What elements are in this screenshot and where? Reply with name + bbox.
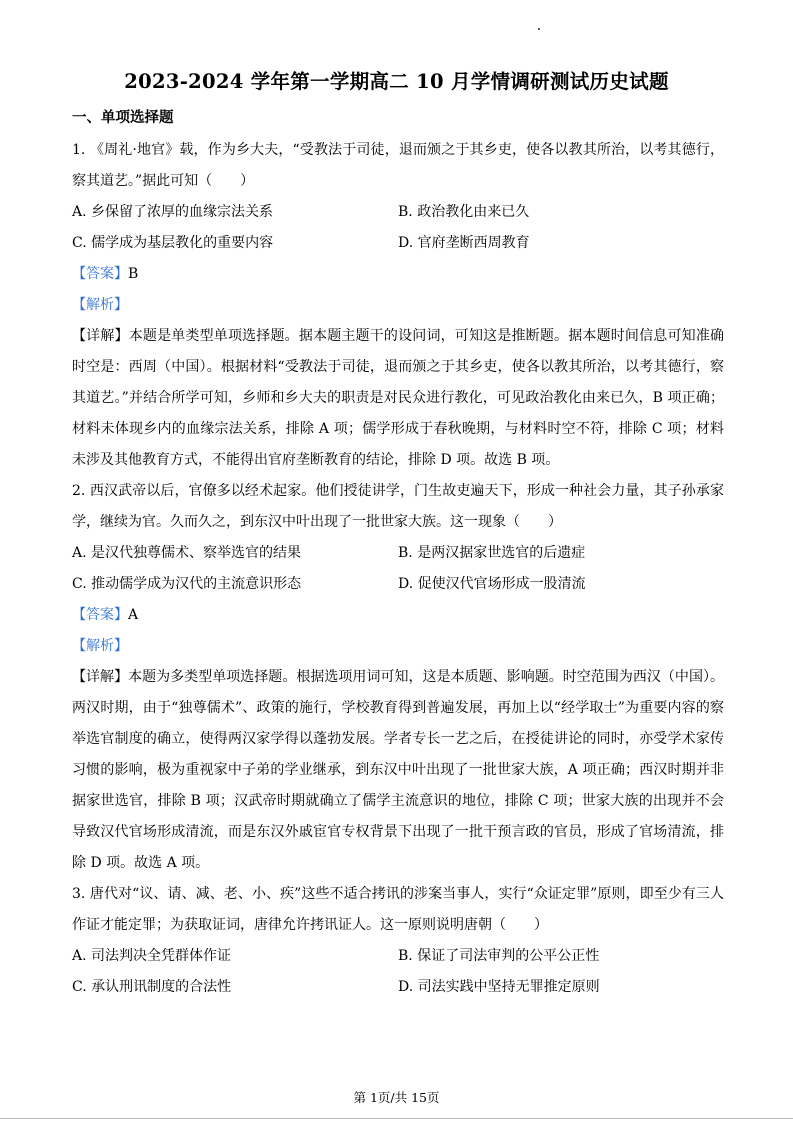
- question-1-answer: [72, 259, 724, 290]
- footer-divider: [0, 1118, 793, 1119]
- option-b: B. 是两汉据家世选官的后遗症: [398, 545, 586, 561]
- scan-speck: [538, 28, 540, 30]
- answer-value: A: [128, 607, 139, 623]
- question-2-detail: 【详解】本题为多类型单项选择题。根据选项用词可知，这是本质题、影响题。时空范围为西汉（中国）。两汉时期，由于“独尊儒术”、政策的施行，学校教育得到普遍发展，再加上以“经学取士”为重要内容的察举选官制度的确立，使得两汉家学得以蓬勃发展。学者专长一艺之后，在授徒讲论的同时，亦受学术家传习惯的影响，极为重视家中子弟的学业继承，到东汉中叶出现了一批世家大族，A 项正确；西汉时期并非据家世选官，排除 B 项；汉武帝时期就确立了儒学主流意识的地位，排除 C 项；世家大族的出现并不会导致汉代官场形成清流，而是东汉外戚宦官专权背景下出现了一批干预言政的官员，形成了官场清流，排除 D 项。故选 A 项。: [72, 669, 724, 871]
- question-2-stem: 2. 西汉武帝以后，官僚多以经术起家。他们授徒讲学，门生故吏遍天下，形成一种社会力量，其子孙承家学，继续为官。久而久之，到东汉中叶出现了一批世家大族。这一现象（ ）: [72, 483, 724, 530]
- answer-label: 【答案】: [72, 266, 128, 282]
- question-2-answer: [72, 600, 724, 631]
- option-d: D. 官府垄断西周教育: [398, 235, 530, 251]
- question-3-stem: 3. 唐代对“议、请、减、老、小、疾”这些不适合拷讯的涉案当事人，实行“众证定罪”原则，即至少有三人作证才能定罪；为获取证词，唐律允许拷讯证人。这一原则说明唐朝（ ）: [72, 886, 724, 933]
- option-c: C. 承认刑讯制度的合法性: [72, 979, 232, 995]
- question-2-options: [72, 538, 724, 600]
- page-title: 2023-2024 学年第一学期高二 10 月学情调研测试历史试题: [124, 70, 669, 93]
- option-a: A. 司法判决全凭群体作证: [72, 948, 232, 964]
- option-d: D. 司法实践中坚持无罪推定原则: [398, 979, 600, 995]
- option-b: B. 政治教化由来已久: [398, 204, 530, 220]
- answer-value: B: [128, 266, 139, 282]
- question-2-analysis-label: 【解析】: [72, 638, 128, 654]
- section-heading: 一、单项选择题: [72, 109, 174, 126]
- page-footer: 第 1页/共 15页: [353, 1090, 440, 1105]
- answer-label: 【答案】: [72, 607, 128, 623]
- question-3-options: [72, 941, 724, 1003]
- question-list: [72, 135, 724, 1003]
- question-1-analysis-label: 【解析】: [72, 297, 128, 313]
- option-b: B. 保证了司法审判的公平公正性: [398, 948, 600, 964]
- option-d: D. 促使汉代官场形成一股清流: [398, 576, 586, 592]
- question-1-detail: 【详解】本题是单类型单项选择题。据本题主题干的设问词，可知这是推断题。据本题时间信息可知准确时空是：西周（中国）。根据材料“受教法于司徒，退而颁之于其乡吏，使各以教其所治，以考其德行，察其道艺。”并结合所学可知，乡师和乡大夫的职责是对民众进行教化，可见政治教化由来已久，B 项正确；材料未体现乡内的血缘宗法关系，排除 A 项；儒学形成于春秋晚期，与材料时空不符，排除 C 项；材料未涉及其他教育方式，不能得出官府垄断教育的结论，排除 D 项。故选 B 项。: [72, 328, 724, 468]
- option-a: A. 是汉代独尊儒术、察举选官的结果: [72, 545, 302, 561]
- question-1-options: [72, 197, 724, 259]
- option-c: C. 推动儒学成为汉代的主流意识形态: [72, 576, 302, 592]
- option-a: A. 乡保留了浓厚的血缘宗法关系: [72, 204, 274, 220]
- option-c: C. 儒学成为基层教化的重要内容: [72, 235, 274, 251]
- question-1-stem: 1. 《周礼·地官》载，作为乡大夫，“受教法于司徒，退而颁之于其乡吏，使各以教其所治，以考其德行，察其道艺。”据此可知（ ）: [72, 142, 724, 189]
